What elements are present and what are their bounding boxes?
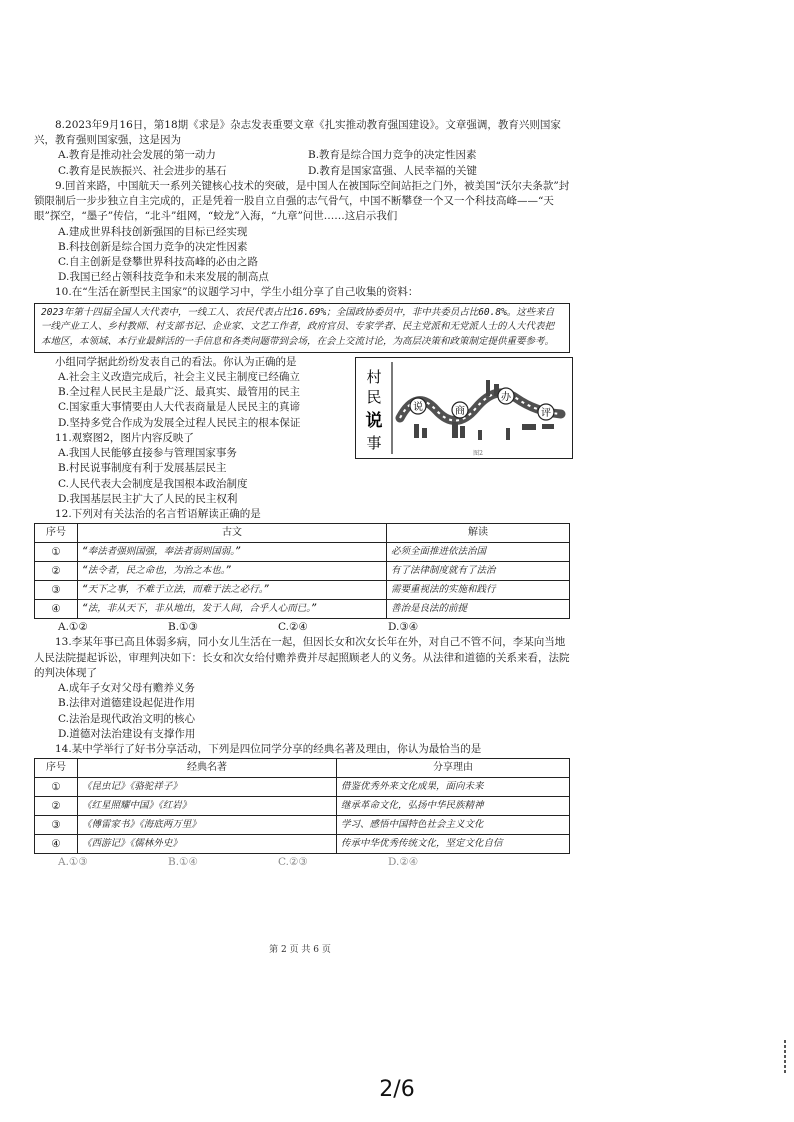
- question-8-option-c: C.教育是民族振兴、社会进步的基石: [58, 164, 227, 177]
- table-header: 序号: [35, 759, 78, 778]
- table-row: [35, 835, 570, 854]
- scan-edge-mark: [784, 1040, 786, 1074]
- table-cell: 必须全面推进依法治国: [387, 543, 570, 562]
- table-cell: “天下之事，不难于立法，而难于法之必行。”: [78, 581, 387, 600]
- table-cell: “法，非从天下，非从地出，发于人间，合乎人心而已。”: [78, 600, 387, 619]
- question-12-option-a: A.①②: [58, 621, 88, 634]
- table-header: 序号: [35, 524, 78, 543]
- question-13-stem: 13.李某年事已高且体弱多病，同小女儿生活在一起，但因长女和次女长年在外，对自己不管不问，李某向当地人民法院提起诉讼，审理判决如下：长女和次女给付赡养费并尽起照顾老人的义务。从法律和道德的关系来看，法院的判决体现了: [34, 636, 570, 679]
- question-9-option-c: C.自主创新是登攀世界科技高峰的必由之路: [58, 255, 258, 268]
- question-14-option-d: D.②④: [388, 856, 419, 869]
- question-12: [34, 507, 570, 635]
- question-8: [34, 118, 570, 179]
- question-13: [34, 635, 570, 742]
- question-14-stem: 14.某中学举行了好书分享活动，下列是四位同学分享的经典名著及理由，你认为最恰当的是: [55, 742, 482, 755]
- question-10-option-a: A.社会主义改造完成后，社会主义民主制度已经确立: [58, 371, 300, 383]
- table-cell: “奉法者强则国强，奉法者弱则国弱。”: [78, 543, 387, 562]
- page-indicator: 2/6: [379, 1077, 415, 1102]
- question-13-option-b: B.法律对道德建设起促进作用: [58, 697, 196, 710]
- figure-title-char-4: 事: [366, 433, 382, 452]
- question-14-table: [34, 758, 570, 854]
- question-14-option-a: A.①③: [58, 856, 88, 869]
- table-cell: ②: [35, 562, 78, 581]
- question-10-option-c: C.国家重大事情要由人大代表商量是人民民主的真谛: [58, 401, 300, 414]
- figure-title-char-2: 民: [366, 387, 382, 406]
- question-13-option-d: D.道德对法治建设有支撑作用: [58, 727, 196, 740]
- question-14-option-b: B.①④: [168, 856, 198, 869]
- question-11-stem: 11.观察图2，图片内容反映了: [55, 431, 194, 444]
- question-10-stem: 10.在“生活在新型民主国家”的议题学习中，学生小组分享了自己收集的资料：: [55, 286, 419, 299]
- figure-title-char-1: 村: [366, 367, 382, 386]
- table-cell: 需要重视法的实施和践行: [387, 581, 570, 600]
- table-header: 分享理由: [337, 759, 570, 778]
- question-10-option-b: B.全过程人民民主是最广泛、最真实、最管用的民主: [58, 386, 301, 399]
- table-cell: 善治是良法的前提: [387, 600, 570, 619]
- table-row: [35, 797, 570, 816]
- question-8-option-d: D.教育是国家富强、人民幸福的关键: [308, 164, 477, 177]
- table-row: [35, 816, 570, 835]
- table-cell: ②: [35, 797, 78, 816]
- question-13-option-a: A.成年子女对父母有赡养义务: [58, 682, 195, 695]
- table-cell: 借鉴优秀外来文化成果，面向未来: [337, 778, 570, 797]
- question-8-option-b: B.教育是综合国力竞争的决定性因素: [308, 149, 477, 162]
- table-cell: ④: [35, 600, 78, 619]
- table-cell: ①: [35, 543, 78, 562]
- question-11-option-d: D.我国基层民主扩大了人民的民主权利: [58, 492, 238, 505]
- question-12-option-c: C.②④: [278, 621, 308, 634]
- table-header-row: [35, 759, 570, 778]
- figure-caption: 图2: [473, 449, 483, 457]
- table-row: [35, 543, 570, 562]
- question-9-option-d: D.我国已经占领科技竞争和未来发展的制高点: [58, 271, 269, 284]
- question-9-stem: 9.回首来路，中国航天一系列关键核心技术的突破，是中国人在被国际空间站拒之门外，被美国“沃尔夫条款”封锁限制后一步步独立自主完成的，正是凭着一股自立自强的志气骨气，中国不断攀登一个又一个科技高峰——“天眼”探空，“墨子”传信，“北斗”组网，“蛟龙”入海，“九章”问世……这启示我们: [34, 179, 570, 223]
- question-10-material-box: 2023年第十四届全国人大代表中，一线工人、农民代表占比16.69%；全国政协委员中，非中共委员占比60.8%。这些来自一线产业工人、乡村教师、村支部书记、企业家、文艺工作者，政府官员、专家学者、民主党派和无党派人士的人大代表把本地区，本领域、本行业最鲜活的一手信息和各类问题带到会场，在会上交流讨论，为高层决策和政策制定提供重要参考。: [34, 303, 570, 353]
- figure-circle-shang: 商: [455, 405, 465, 417]
- question-9-option-b: B.科技创新是综合国力竞争的决定性因素: [58, 240, 248, 253]
- table-cell: ③: [35, 816, 78, 835]
- table-header-row: [35, 524, 570, 543]
- question-content: [34, 118, 570, 870]
- question-12-option-b: B.①③: [168, 621, 198, 634]
- question-12-option-d: D.③④: [388, 621, 419, 634]
- question-8-option-a: A.教育是推动社会发展的第一动力: [58, 149, 216, 162]
- page-footer: 第 2 页 共 6 页: [269, 945, 331, 955]
- figure-circle-ban: 办: [501, 391, 511, 403]
- question-14-option-c: C.②③: [278, 856, 308, 869]
- question-10-prompt: 小组同学据此纷纷发表自己的看法。你认为正确的是: [55, 355, 297, 368]
- table-cell: 继承革命文化，弘扬中华民族精神: [337, 797, 570, 816]
- figure-title-char-3: 说: [365, 410, 383, 431]
- table-row: [35, 581, 570, 600]
- figure-circle-ping: 评: [541, 407, 551, 419]
- question-10-option-d: D.坚持多党合作成为发展全过程人民民主的根本保证: [58, 416, 301, 429]
- table-cell: 传承中华优秀传统文化，坚定文化自信: [337, 835, 570, 854]
- table-header: 经典名著: [78, 759, 337, 778]
- question-11-option-b: B.村民说事制度有利于发展基层民主: [58, 462, 227, 475]
- table-cell: 有了法律制度就有了法治: [387, 562, 570, 581]
- question-11-option-a: A.我国人民能够直接参与管理国家事务: [58, 447, 237, 460]
- question-8-stem: 8.2023年9月16日，第18期《求是》杂志发表重要文章《扎实推动教育强国建设》。文章强调，教育兴则国家兴，教育强则国家强，这是因为: [34, 119, 561, 147]
- table-row: [35, 600, 570, 619]
- table-header: 解读: [387, 524, 570, 543]
- table-cell: ③: [35, 581, 78, 600]
- table-cell: ①: [35, 778, 78, 797]
- table-cell: “法令者，民之命也，为治之本也。”: [78, 562, 387, 581]
- figure-2-village-affairs: [355, 357, 573, 459]
- table-cell: 《昆虫记》《骆驼祥子》: [78, 778, 337, 797]
- question-14: [34, 742, 570, 870]
- table-cell: ④: [35, 835, 78, 854]
- question-12-table: [34, 523, 570, 619]
- question-11-option-c: C.人民代表大会制度是我国根本政治制度: [58, 477, 248, 490]
- table-row: [35, 778, 570, 797]
- table-cell: 《西游记》《儒林外史》: [78, 835, 337, 854]
- table-row: [35, 562, 570, 581]
- figure-circle-shuo: 说: [413, 401, 423, 413]
- figure-2-illustration: [356, 358, 572, 458]
- question-12-stem: 12.下列对有关法治的名言哲语解读正确的是: [55, 507, 261, 520]
- table-cell: 《傅雷家书》《海底两万里》: [78, 816, 337, 835]
- table-cell: 学习、感悟中国特色社会主义文化: [337, 816, 570, 835]
- question-9-option-a: A.建成世界科技创新强国的目标已经实现: [58, 225, 248, 238]
- table-cell: 《红星照耀中国》《红岩》: [78, 797, 337, 816]
- question-9: [34, 179, 570, 286]
- question-13-option-c: C.法治是现代政治文明的核心: [58, 712, 195, 725]
- table-header: 古文: [78, 524, 387, 543]
